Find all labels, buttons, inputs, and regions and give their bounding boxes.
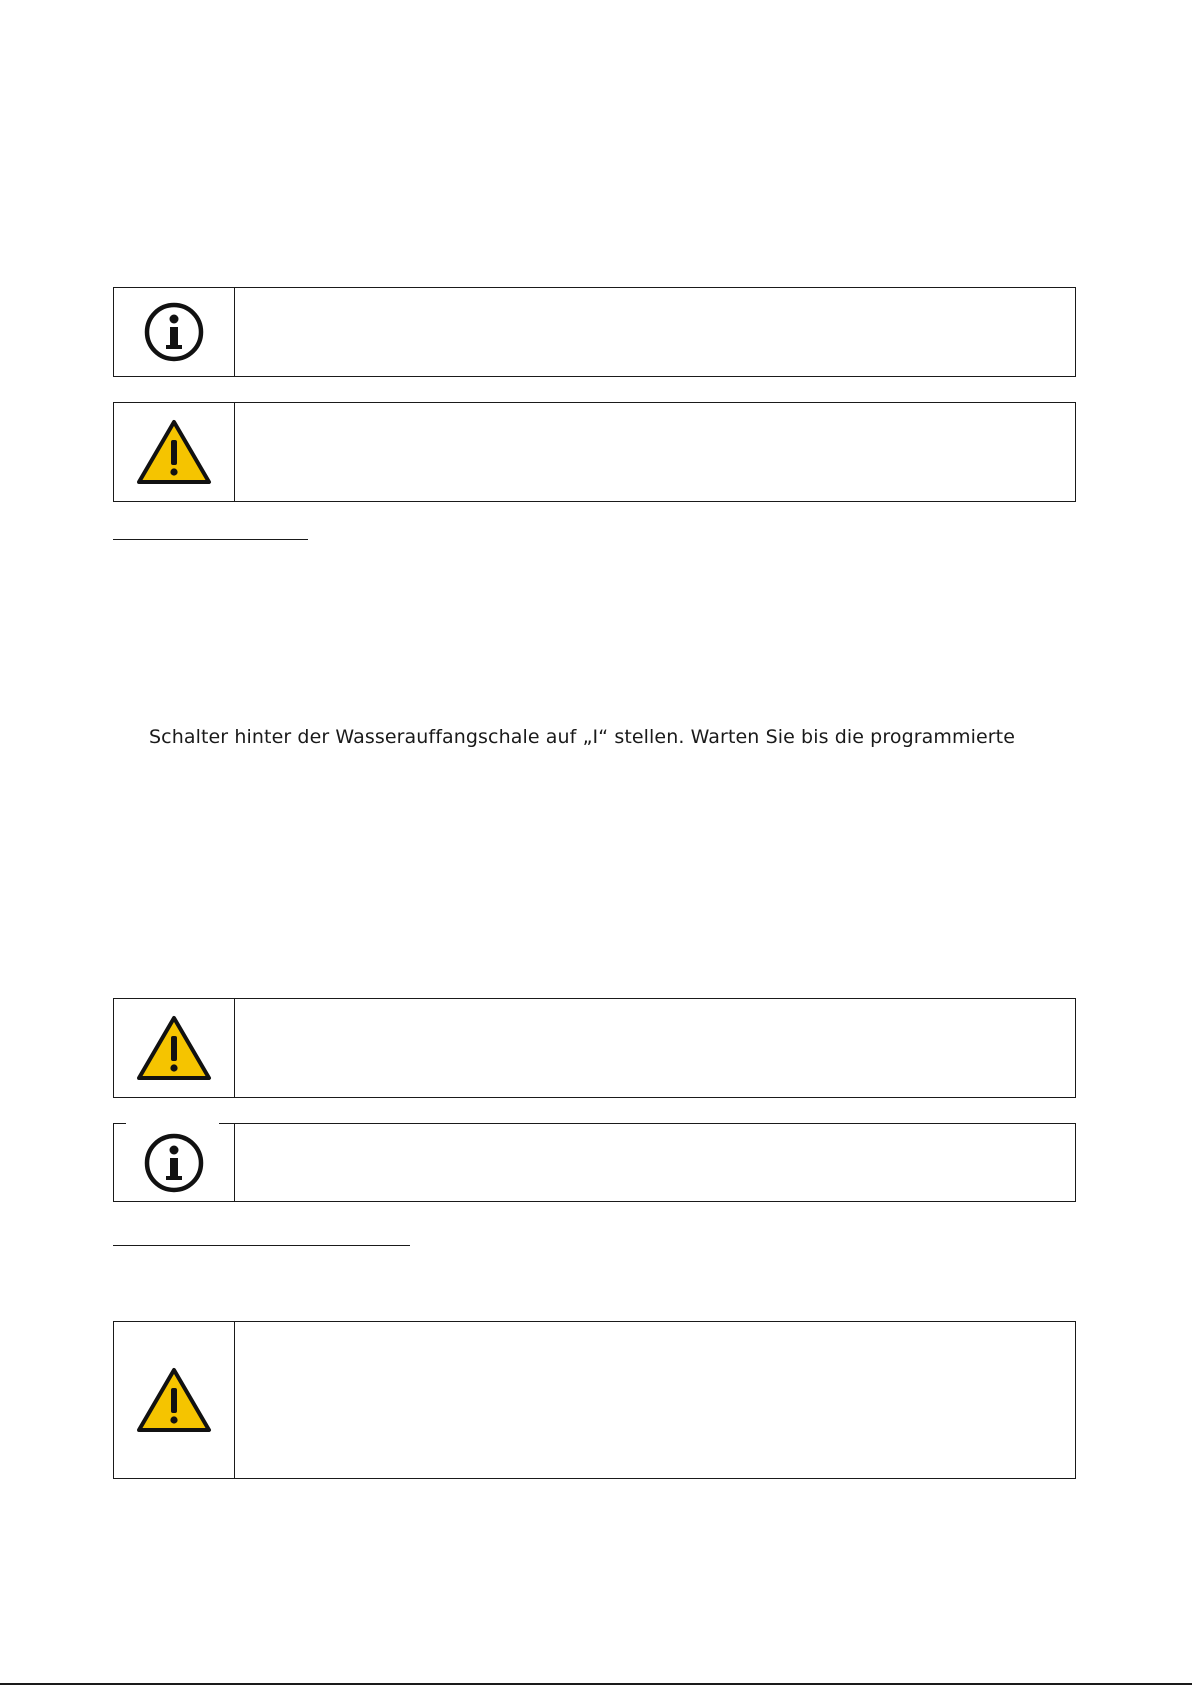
warning-notice-2-icon-cell (114, 999, 235, 1097)
warning-notice-1 (113, 402, 1076, 502)
warning-icon (136, 1014, 212, 1082)
warning-notice-2 (113, 998, 1076, 1098)
warning-notice-3 (113, 1321, 1076, 1479)
border-gap (126, 1121, 219, 1126)
info-notice-1-icon-cell (114, 288, 235, 376)
warning-icon (136, 1366, 212, 1434)
info-notice-2-icon-cell (114, 1124, 235, 1201)
info-icon (143, 301, 205, 363)
warning-notice-3-icon-cell (114, 1322, 235, 1478)
heading-underline-2 (113, 1245, 410, 1246)
heading-underline-1 (113, 539, 308, 540)
warning-notice-2-text (235, 999, 1075, 1097)
info-notice-2-text (235, 1124, 1075, 1201)
warning-notice-1-text (235, 403, 1075, 501)
warning-icon (136, 418, 212, 486)
warning-notice-1-icon-cell (114, 403, 235, 501)
info-notice-2 (113, 1123, 1076, 1202)
info-notice-1-text (235, 288, 1075, 376)
info-notice-1 (113, 287, 1076, 377)
info-icon (143, 1132, 205, 1194)
warning-notice-3-text (235, 1322, 1075, 1478)
body-text-line: Schalter hinter der Wasserauffangschale auf „I“ stellen. Warten Sie bis die programmierte (149, 726, 1016, 748)
